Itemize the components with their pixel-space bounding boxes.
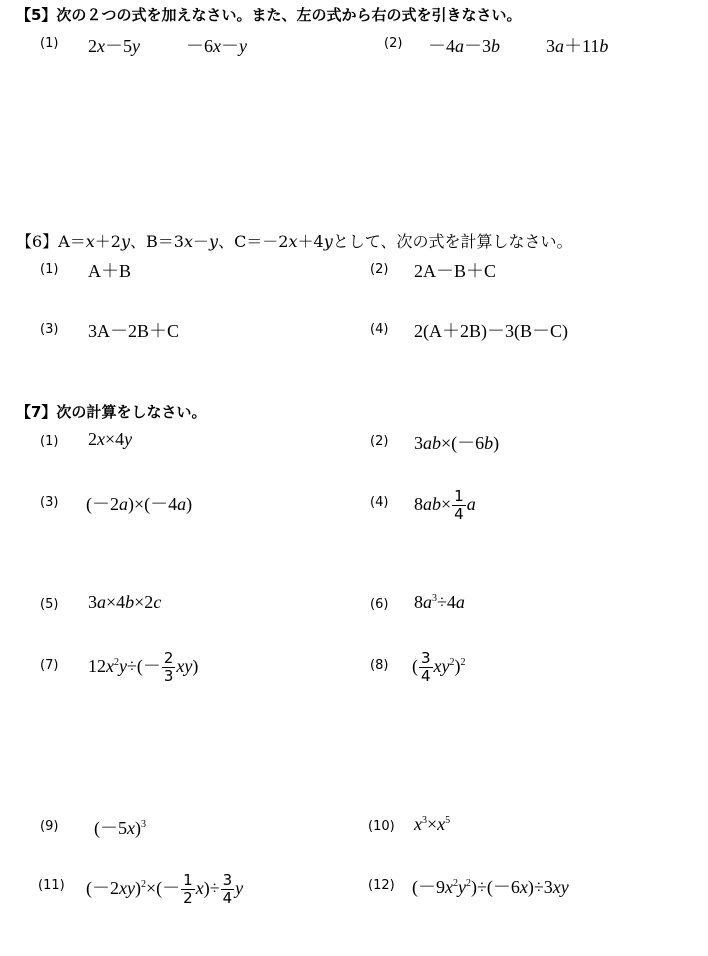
problem-6-3-expr: 3A－2B＋C xyxy=(88,321,180,341)
problem-5-2-expr-a: －4a－3b xyxy=(428,36,500,56)
problem-6-3-number: (3) xyxy=(40,322,59,337)
problem-7-10-expr: $x^3\times x^5$ xyxy=(414,814,451,834)
problem-7-9-expr: $(-5x)^3$ xyxy=(94,818,146,838)
problem-7-1-expr: 2x×4y xyxy=(88,429,133,449)
problem-7-7-number: (7) xyxy=(40,658,59,673)
problem-7-9-number: (9) xyxy=(40,819,59,834)
problem-7-10-number: (10) xyxy=(368,819,395,834)
problem-5-1-expr-a: 2x－5y xyxy=(88,36,140,56)
problem-5-2-number: (2) xyxy=(384,36,403,51)
section-6-heading: 【6】A＝x＋2y、B＝3x－y、C＝－2x＋4yとして、次の式を計算しなさい。 xyxy=(16,232,573,251)
fraction-2-over-3: $\frac{2}{3}$ xyxy=(163,649,174,686)
problem-6-4-number: (4) xyxy=(370,322,389,337)
problem-5-1-expr-b: －6x－y xyxy=(186,36,247,56)
problem-7-8-number: (8) xyxy=(370,658,389,673)
problem-5-1-number: (1) xyxy=(40,36,59,51)
fraction-1-over-2: $\frac{1}{2}$ xyxy=(183,871,193,908)
section-7-heading: 【7】次の計算をしなさい。 xyxy=(16,403,207,421)
problem-7-4-number: (4) xyxy=(370,495,389,510)
problem-7-12-number: (12) xyxy=(368,878,395,893)
problem-6-4-expr: 2(A＋2B)－3(B－C) xyxy=(414,321,568,341)
problem-7-5-number: (5) xyxy=(40,597,59,612)
problem-7-8-expr: ( $\frac{3}{4}$ $xy^2)^2$ xyxy=(412,649,466,686)
problem-6-1-number: (1) xyxy=(40,262,59,277)
problem-7-11-expr: $(-2xy)^2\times(-$ $\frac{1}{2}$ x)÷ $\frac{3}{4}$ y xyxy=(86,871,244,908)
problem-7-4-expr: 8ab× $\frac{1}{4}$ a xyxy=(414,487,476,524)
problem-6-2-expr: 2A－B＋C xyxy=(414,261,497,281)
problem-7-2-expr: 3ab×(－6b) xyxy=(414,433,500,453)
problem-7-6-number: (6) xyxy=(370,597,389,612)
problem-5-2-expr-b: 3a＋11b xyxy=(546,36,609,56)
problem-7-3-expr: (－2a)×(－4a) xyxy=(86,494,193,514)
problem-7-6-expr: $8a^3\div 4a$ xyxy=(414,592,465,612)
fraction-3-over-4-b: $\frac{3}{4}$ xyxy=(222,871,233,908)
problem-6-1-expr: A＋B xyxy=(88,261,132,281)
fraction-3-over-4: $\frac{3}{4}$ xyxy=(421,649,431,686)
problem-7-2-number: (2) xyxy=(370,434,389,449)
problem-7-7-expr: $12x^2y\div(-$ $\frac{2}{3}$ xy) xyxy=(88,649,199,686)
problem-7-12-expr: $(-9x^2y^2)\div(-6x)\div 3xy$ xyxy=(412,877,569,897)
problem-7-3-number: (3) xyxy=(40,495,59,510)
problem-7-11-number: (11) xyxy=(38,878,65,893)
problem-7-5-expr: 3a×4b×2c xyxy=(88,592,162,612)
problem-6-2-number: (2) xyxy=(370,262,389,277)
fraction-1-over-4: $\frac{1}{4}$ xyxy=(454,487,464,524)
problem-7-1-number: (1) xyxy=(40,434,59,449)
section-5-heading: 【5】次の２つの式を加えなさい。また、左の式から右の式を引きなさい。 xyxy=(16,6,522,24)
